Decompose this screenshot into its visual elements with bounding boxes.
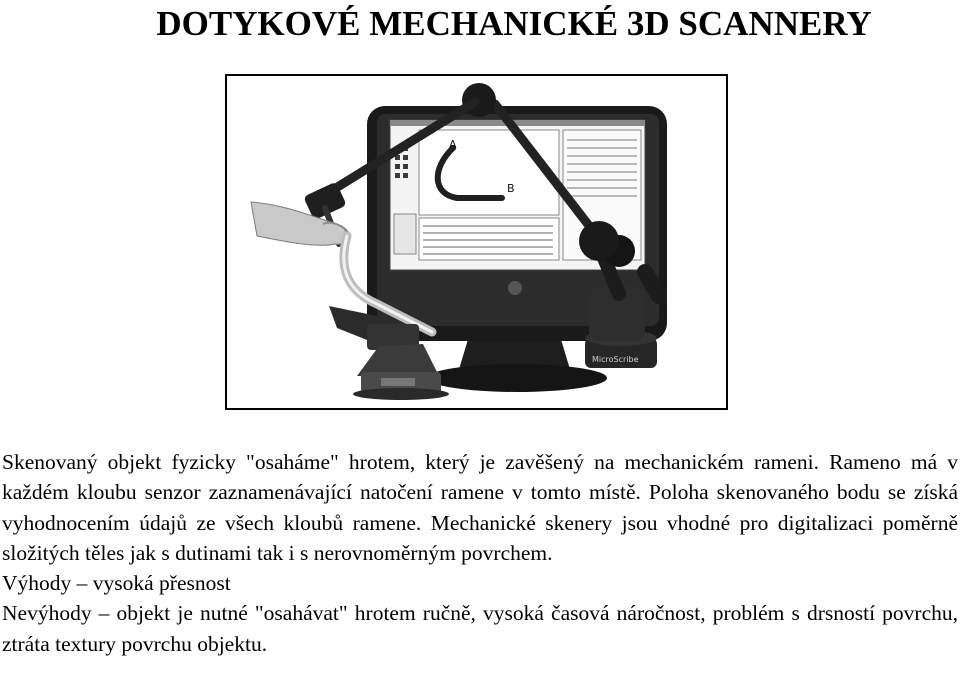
screen-label-a: A: [449, 138, 457, 151]
screen-label-b: B: [507, 182, 515, 195]
description-paragraph: Skenovaný objekt fyzicky "osaháme" hrotem, který je zavěšený na mechanickém rameni. Rameno má v každém kloubu senzor zaznamenávající natočení ramene v tomto místě. Poloha skenovaného bodu se získá vyhodnocením údajů ze všech kloubů ramene. Mechanické skenery jsou vhodné pro digitalizaci poměrně složitých těles jak s dutinami tak i s nerovnoměrným povrchem.: [2, 450, 958, 565]
disadvantages-line: Nevýhody – objekt je nutné "osahávat" hrotem ručně, vysoká časová náročnost, problém s drsností povrchu, ztráta textury povrchu objektu.: [2, 601, 958, 656]
body-text: [2, 447, 958, 659]
page-title: DOTYKOVÉ MECHANICKÉ 3D SCANNERY: [156, 4, 872, 43]
microscribe-arm-illustration: [227, 76, 726, 408]
microscribe-logo: MicroScribe: [592, 355, 639, 364]
scanner-photo: [225, 74, 728, 410]
advantages-line: Výhody – vysoká přesnost: [2, 571, 231, 596]
